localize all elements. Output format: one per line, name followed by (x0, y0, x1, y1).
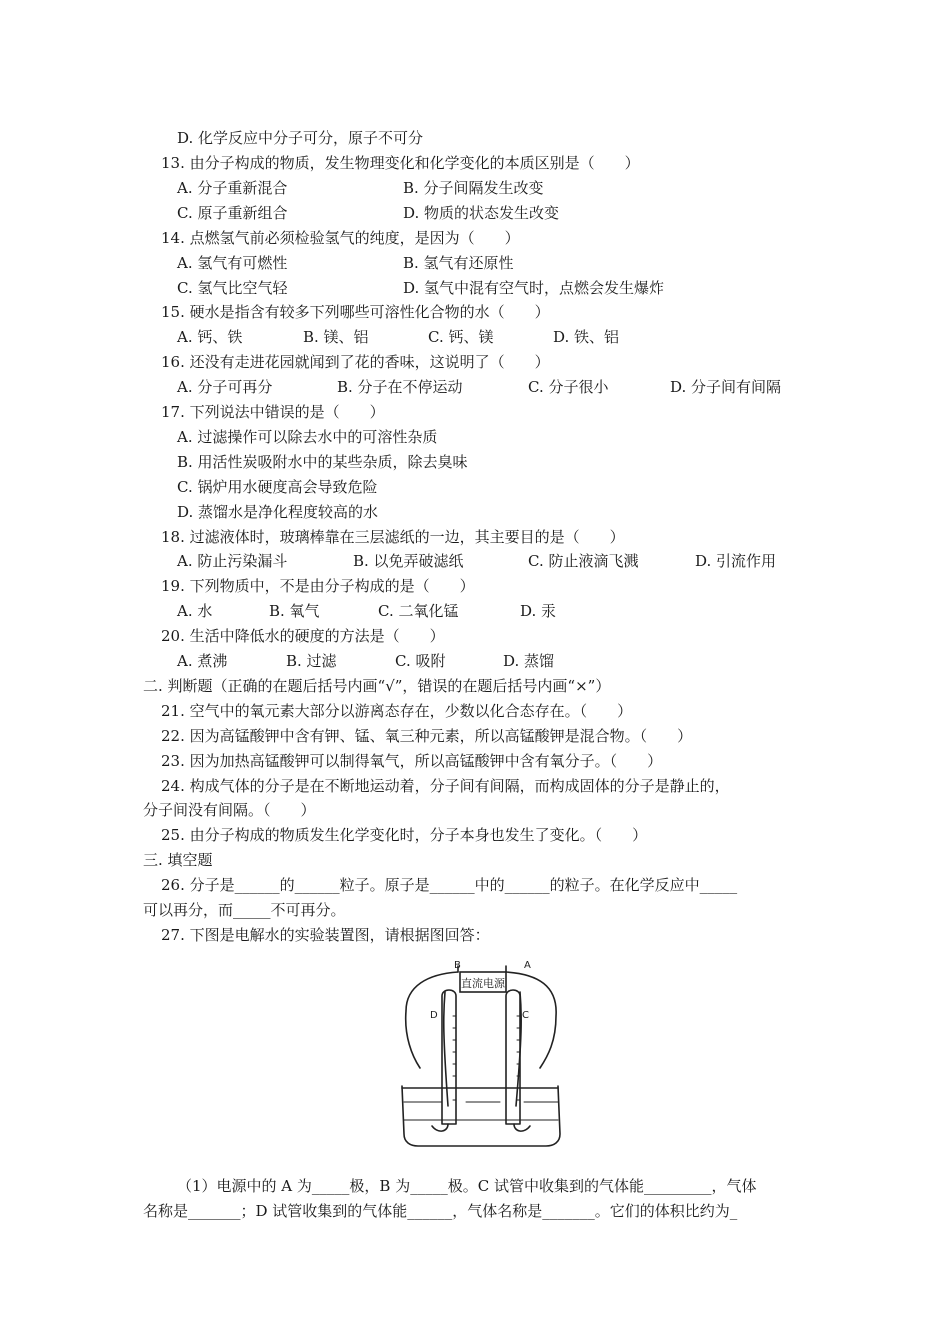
q16-option-d: D. 分子间有间隔 (670, 378, 782, 396)
question-24-line-1: 24. 构成气体的分子是在不断地运动着，分子间有间隔，而构成固体的分子是静止的， (161, 777, 730, 795)
question-27-part-1-line-2: 名称是_______；D 试管收集到的气体能______，气体名称是_______。它们的体积比约为_ (143, 1202, 738, 1220)
terminal-label-b: B (454, 960, 461, 971)
question-24-line-2: 分子间没有间隔。（ ） (143, 801, 316, 819)
question-16: 16. 还没有走进花园就闻到了花的香味，这说明了（ ） (161, 353, 550, 371)
q17-option-b: B. 用活性炭吸附水中的某些杂质，除去臭味 (177, 453, 468, 471)
q18-option-b: B. 以免弄破滤纸 (353, 552, 464, 570)
q19-option-b: B. 氧气 (269, 602, 320, 620)
q20-option-d: D. 蒸馏 (503, 652, 555, 670)
question-21: 21. 空气中的氧元素大部分以游离态存在，少数以化合态存在。（ ） (161, 702, 633, 720)
q14-option-d: D. 氢气中混有空气时，点燃会发生爆炸 (403, 279, 665, 297)
question-17: 17. 下列说法中错误的是（ ） (161, 403, 385, 421)
question-19: 19. 下列物质中，不是由分子构成的是（ ） (161, 577, 475, 595)
q13-option-d: D. 物质的状态发生改变 (403, 204, 560, 222)
question-25: 25. 由分子构成的物质发生化学变化时，分子本身也发生了变化。（ ） (161, 826, 648, 844)
question-22: 22. 因为高锰酸钾中含有钾、锰、氧三种元素，所以高锰酸钾是混合物。（ ） (161, 727, 693, 745)
question-26-line-2: 可以再分，而_____不可再分。 (143, 901, 346, 919)
q18-option-d: D. 引流作用 (695, 552, 777, 570)
section-2-heading: 二. 判断题（正确的在题后括号内画“√”，错误的在题后括号内画“×”） (143, 677, 611, 695)
terminal-label-a: A (524, 960, 531, 971)
tube-label-d: D (430, 1010, 438, 1021)
q18-option-a: A. 防止污染漏斗 (177, 552, 288, 570)
q20-option-a: A. 煮沸 (177, 652, 228, 670)
q15-option-c: C. 钙、镁 (428, 328, 494, 346)
question-18: 18. 过滤液体时，玻璃棒靠在三层滤纸的一边，其主要目的是（ ） (161, 528, 625, 546)
question-26-line-1: 26. 分子是______的______粒子。原子是______中的______的粒子。在化学反应中_____ (161, 876, 738, 894)
tube-label-c: C (522, 1010, 529, 1021)
q12-option-d: D. 化学反应中分子可分，原子不可分 (177, 129, 424, 147)
q17-option-c: C. 锅炉用水硬度高会导致危险 (177, 478, 378, 496)
question-27-part-1-line-1: （1）电源中的 A 为_____极，B 为_____极。C 试管中收集到的气体能_________，气体 (177, 1177, 757, 1195)
q19-option-a: A. 水 (177, 602, 213, 620)
q13-option-b: B. 分子间隔发生改变 (403, 179, 544, 197)
question-27: 27. 下图是电解水的实验装置图，请根据图回答： (161, 926, 490, 944)
q17-option-a: A. 过滤操作可以除去水中的可溶性杂质 (177, 428, 438, 446)
q13-option-c: C. 原子重新组合 (177, 204, 288, 222)
q13-option-a: A. 分子重新混合 (177, 179, 288, 197)
q20-option-b: B. 过滤 (286, 652, 337, 670)
question-13: 13. 由分子构成的物质，发生物理变化和化学变化的本质区别是（ ） (161, 154, 640, 172)
q16-option-b: B. 分子在不停运动 (337, 378, 463, 396)
q18-option-c: C. 防止液滴飞溅 (528, 552, 639, 570)
question-23: 23. 因为加热高锰酸钾可以制得氧气，所以高锰酸钾中含有氧分子。（ ） (161, 752, 663, 770)
q19-option-c: C. 二氧化锰 (378, 602, 459, 620)
question-14: 14. 点燃氢气前必须检验氢气的纯度，是因为（ ） (161, 229, 520, 247)
q14-option-c: C. 氢气比空气轻 (177, 279, 288, 297)
q20-option-c: C. 吸附 (395, 652, 446, 670)
q16-option-a: A. 分子可再分 (177, 378, 273, 396)
q15-option-a: A. 钙、铁 (177, 328, 243, 346)
beaker (402, 1086, 560, 1146)
section-3-heading: 三. 填空题 (143, 851, 213, 869)
test-tube-c (506, 990, 520, 1124)
power-supply-label: 直流电源 (461, 977, 505, 990)
q15-option-d: D. 铁、铝 (553, 328, 620, 346)
q14-option-b: B. 氢气有还原性 (403, 254, 514, 272)
question-20: 20. 生活中降低水的硬度的方法是（ ） (161, 627, 445, 645)
q16-option-c: C. 分子很小 (528, 378, 609, 396)
q17-option-d: D. 蒸馏水是净化程度较高的水 (177, 503, 379, 521)
electrolysis-apparatus-diagram (398, 956, 566, 1152)
q15-option-b: B. 镁、铝 (303, 328, 369, 346)
q19-option-d: D. 汞 (520, 602, 557, 620)
wire-right (506, 972, 556, 1068)
question-15: 15. 硬水是指含有较多下列哪些可溶性化合物的水（ ） (161, 303, 550, 321)
q14-option-a: A. 氢气有可燃性 (177, 254, 288, 272)
